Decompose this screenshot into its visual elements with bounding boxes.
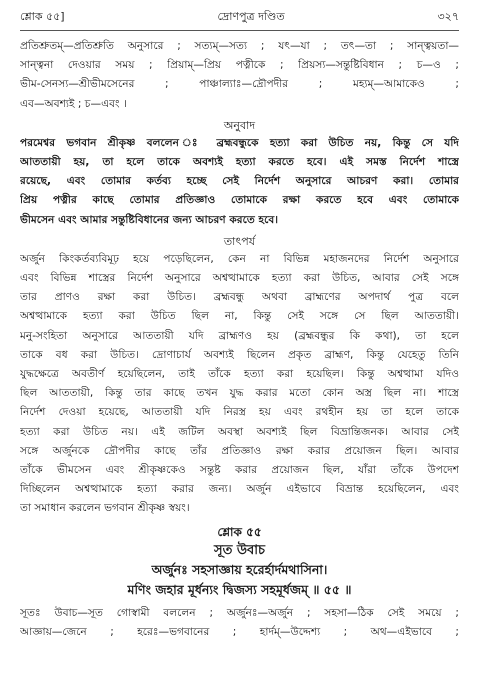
translation-line: ভীমসেন এবং আমার সন্তুষ্টিবিধানের জন্য আচরণ করতে হবে। (20, 213, 279, 226)
purport-line: তাঁকে ভীমসেন এবং শ্রীকৃষ্ণকেও সন্তুষ্ট করার প্রয়োজন ছিল, যাঁরা তাঁকে উপদেশ (20, 464, 459, 477)
purport-line: এবং বিভিন্ন শাস্ত্রের নির্দেশ অনুসারে অশ্বত্থামাকে হত্যা করা উচিত, আবার সেই সঙ্গে (20, 272, 459, 285)
purport-line: তা সমাধান করলেন ভগবান শ্রীকৃষ্ণ স্বয়ং। (20, 502, 190, 515)
header-chapter-title: দ্রোণপুত্র দণ্ডিত (217, 10, 285, 23)
header-page-number: ৩২৭ (437, 10, 459, 23)
purport-line: তার প্রাণও রক্ষা করা উচিত। ব্রহ্মবন্ধু অথবা ব্রাহ্মণের অপদার্থ পুত্র বলে (20, 291, 459, 304)
translation-line: প্রিয় পত্নীর কাছে তোমার প্রতিজ্ঞাও তোমাকে রক্ষা করতে হবে এবং তোমাকে (20, 194, 459, 207)
verse-line: অর্জুনঃ সহসাজ্ঞায় হরের্হার্দমথাসিনা। (151, 561, 328, 577)
purport-line: দিচ্ছিলেন অশ্বত্থামাকে হত্যা করার জন্য। অর্জুন এইভাবে বিভ্রান্ত হয়েছিলেন, এবং (20, 483, 459, 496)
verse-number: শ্লোক ৫৫ (217, 524, 262, 539)
verse-line: মণিং জহার মূর্ধন্যং দ্বিজস্য সহমূর্ধজম্ ॥ ৫৫ ॥ (127, 581, 352, 597)
translation-line: আততায়ী হয়, তা হলে তাকে অবশ্যই হত্যা করতে হবে। এই সমস্ত নির্দেশ শাস্ত্রে (20, 156, 459, 169)
purport-line: অর্জুন কিংকর্তব্যবিমূঢ় হয়ে পড়েছিলেন, কেন না বিভিন্ন মহাজনদের নির্দেশ অনুসারে (20, 252, 459, 265)
word-synonyms-top (20, 37, 459, 114)
synonym-line: সূতঃ উবাচ—সূত গোস্বামী বললেন ; অর্জুনঃ—অর্জুন ; সহসা—ঠিক সেই সময়ে ; (20, 606, 459, 619)
word-synonyms-bottom (20, 604, 459, 642)
purport-line: নির্দেশ দেওয়া হয়েছে, আততায়ী যদি নিরস্ত্র হয় এবং রথহীন হয় তা হলে তাকে (20, 406, 459, 419)
verse-speaker: সূত উবাচ (213, 542, 265, 558)
purport-line: সঙ্গে অর্জুনকে দ্রৌপদীর কাছে তাঁর প্রতিজ্ঞাও রক্ষা করার প্রয়োজন ছিল। আবার (20, 444, 459, 457)
translation-text (20, 134, 459, 230)
purport-line: ছিল আততায়ী, কিন্তু তার কাছে তখন যুদ্ধ করার মতো কোন অস্ত্র ছিল না। শাস্ত্রে (20, 387, 459, 400)
running-header (20, 8, 459, 31)
purport-line: মনু-সংহিতা অনুসারে আততায়ী যদি ব্রাহ্মণও হয় (ব্রহ্মবন্ধুর কি কথা), তা হলে (20, 329, 459, 342)
header-verse-ref: শ্লোক ৫৫] (20, 10, 65, 23)
synonym-line: এব—অবশ্যই ; চ—এবং । (20, 97, 127, 110)
purport-line: অশ্বত্থামাকে হত্যা করা উচিত ছিল না, কিন্তু সেই সঙ্গে সে ছিল আততায়ী। (20, 310, 459, 323)
purport-line: তাকে বধ করা উচিত। দ্রোণাচার্য অবশ্যই ছিলেন প্রকৃত ব্রাহ্মণ, কিন্তু যেহেতু তিনি (20, 348, 459, 361)
synonym-line: প্রতিশ্রুতম্—প্রতিশ্রুতি অনুসারে ; সত্যম্—সত্য ; যৎ—যা ; তৎ—তা ; সান্ত্বয়তা— (20, 40, 459, 52)
translation-line: রয়েছে, এবং তোমার কর্তব্য হচ্ছে সেই নির্দেশ অনুসারে আচরণ করা। তোমার (20, 175, 459, 188)
synonym-line: ভীম-সেনস্য—শ্রীভীমসেনের ; পাঞ্চাল্যাঃ—দ্রৌপদীর ; মহ্যম্—আমাকেও ; (20, 78, 459, 91)
purport-heading: তাৎপর্য (223, 234, 256, 248)
synonym-line: আজ্ঞায়—জেনে ; হরেঃ—ভগবানের ; হার্দম্—উদ্দেশ্য ; অথ—এইভাবে ; (20, 625, 459, 638)
purport-text (20, 250, 459, 519)
translation-heading: অনুবাদ (223, 118, 256, 132)
purport-line: হত্যা করা উচিত নয়। এই জটিল অবস্থা অবশ্যই ছিল বিভ্রান্তিজনক। আবার সেই (20, 425, 459, 438)
synonym-line: সান্ত্বনা দেওয়ার সময় ; প্রিয়াম্—প্রিয় পত্নীকে ; প্রিয়স্য—সন্তুষ্টিবিধান ; চ—ও ; (20, 59, 459, 72)
purport-line: যুদ্ধক্ষেত্রে অবতীর্ণ হয়েছিলেন, তাই তাঁকে হত্যা করা হয়েছিল। কিন্তু অশ্বত্থামা যদিও (20, 368, 459, 381)
translation-line: পরমেশ্বর ভগবান শ্রীকৃষ্ণ বললেন ঃ ব্রহ্মবন্ধুকে হত্যা করা উচিত নয়, কিন্তু সে যদি (20, 136, 459, 149)
